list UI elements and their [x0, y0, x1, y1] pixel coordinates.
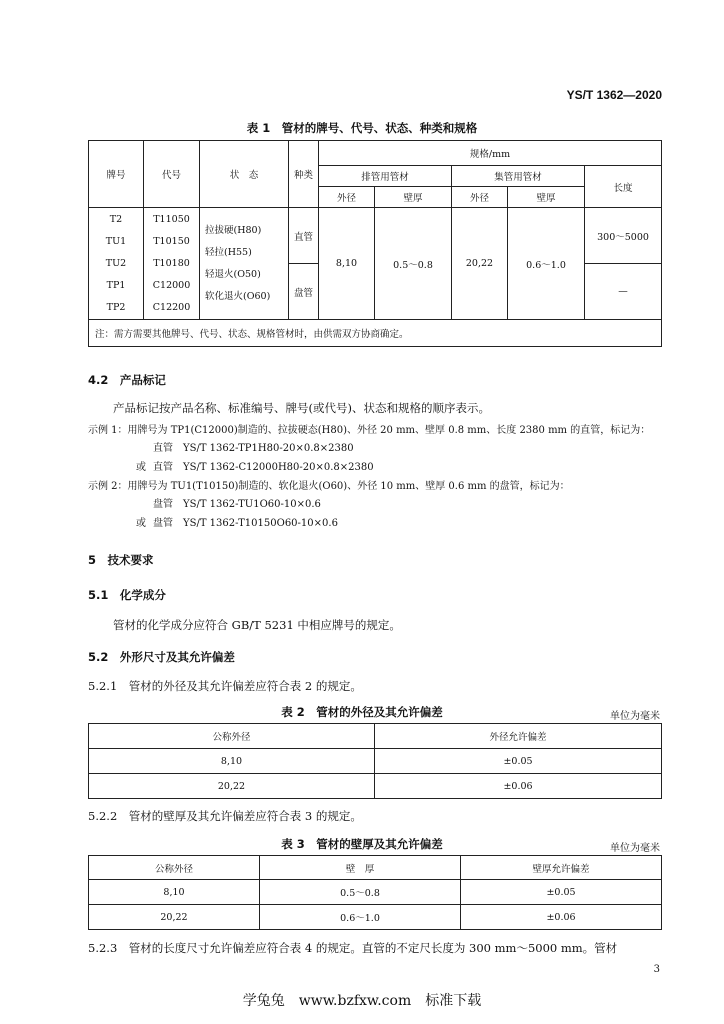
drain-od: 8,10	[319, 208, 375, 320]
brand-item: TU2	[105, 257, 127, 269]
table3-cell: ±0.06	[461, 905, 662, 930]
len-straight: 300～5000	[585, 208, 662, 264]
code-list	[144, 208, 200, 320]
table3-header: 壁 厚	[260, 856, 461, 880]
code-item: T10150	[153, 235, 190, 247]
th-drain: 排管用管材	[319, 166, 452, 187]
brand-item: T2	[109, 213, 123, 225]
table3-cell: 8,10	[89, 880, 260, 905]
th-brand: 牌号	[89, 141, 144, 208]
th-kind: 种类	[289, 141, 319, 208]
example-2-mark-1: 盘管 YS/T 1362-TU1O60-10×0.6	[153, 499, 321, 510]
table3-cell: 0.6～1.0	[260, 905, 461, 930]
state-item: 轻退火(O50)	[205, 268, 261, 280]
table2-cell: 8,10	[89, 749, 375, 774]
example-2-mark-2: 盘管 YS/T 1362-T10150O60-10×0.6	[153, 518, 338, 529]
standard-number: YS/T 1362—2020	[566, 88, 662, 102]
state-list	[200, 208, 289, 320]
drain-wall: 0.5～0.8	[375, 208, 452, 320]
section-4-2-heading: 4.2 产品标记	[88, 373, 166, 387]
th-od1: 外径	[319, 187, 375, 208]
collect-od: 20,22	[452, 208, 508, 320]
table2-cell: 20,22	[89, 774, 375, 799]
len-coil: —	[585, 264, 662, 320]
th-state: 状 态	[200, 141, 289, 208]
brand-item: TP1	[106, 279, 126, 291]
th-spec: 规格/mm	[319, 141, 662, 166]
example-2-or: 或	[136, 518, 146, 529]
th-collect: 集管用管材	[452, 166, 585, 187]
table3-header: 壁厚允许偏差	[461, 856, 662, 880]
example-2: 示例 2：用牌号为 TU1(T10150)制造的、软化退火(O60)、外径 10 mm、壁厚 0.6 mm 的盘管，标记为：	[88, 481, 570, 492]
th-wall2: 壁厚	[508, 187, 585, 208]
table3-cell: 0.5～0.8	[260, 880, 461, 905]
table3-caption: 表 3 管材的壁厚及其允许偏差	[281, 837, 443, 851]
example-1-mark-1: 直管 YS/T 1362-TP1H80-20×0.8×2380	[153, 443, 354, 454]
code-item: C12200	[152, 301, 191, 313]
page-number: 3	[653, 964, 660, 975]
table3-cell: ±0.05	[461, 880, 662, 905]
th-length: 长度	[585, 166, 662, 208]
table3-unit: 单位为毫米	[610, 843, 660, 854]
section-4-2-intro: 产品标记按产品名称、标准编号、牌号(或代号)、状态和规格的顺序表示。	[113, 401, 490, 415]
table1-note: 注：需方需要其他牌号、代号、状态、规格管材时，由供需双方协商确定。	[89, 320, 662, 347]
section-5-1-text: 管材的化学成分应符合 GB/T 5231 中相应牌号的规定。	[113, 618, 401, 632]
section-5-2-1-text: 5.2.1 管材的外径及其允许偏差应符合表 2 的规定。	[88, 679, 362, 693]
table2-cell: ±0.05	[375, 749, 662, 774]
code-item: T10180	[153, 257, 190, 269]
state-item: 拉拔硬(H80)	[205, 224, 262, 236]
th-wall1: 壁厚	[375, 187, 452, 208]
code-item: T11050	[153, 213, 190, 225]
brand-list	[89, 208, 144, 320]
table3	[88, 855, 662, 930]
code-item: C12000	[152, 279, 191, 291]
section-5-2-3-text: 5.2.3 管材的长度尺寸允许偏差应符合表 4 的规定。直管的不定尺长度为 300 mm～5000 mm。管材	[88, 941, 618, 955]
section-5-2-2-text: 5.2.2 管材的壁厚及其允许偏差应符合表 3 的规定。	[88, 809, 362, 823]
section-5-1-heading: 5.1 化学成分	[88, 588, 166, 602]
example-1-or: 或	[136, 462, 146, 473]
example-1: 示例 1：用牌号为 TP1(C12000)制造的、拉拔硬态(H80)、外径 20 mm、壁厚 0.8 mm、长度 2380 mm 的直管，标记为：	[88, 425, 651, 436]
section-5-2-heading: 5.2 外形尺寸及其允许偏差	[88, 650, 235, 664]
table2-caption: 表 2 管材的外径及其允许偏差	[281, 705, 443, 719]
section-5-heading: 5 技术要求	[88, 553, 154, 567]
brand-item: TP2	[106, 301, 126, 313]
table2-header: 外径允许偏差	[375, 724, 662, 749]
footer-watermark: 学兔兔 www.bzfxw.com 标准下载	[242, 993, 482, 1009]
table2-cell: ±0.06	[375, 774, 662, 799]
table2	[88, 723, 662, 799]
state-item: 软化退火(O60)	[205, 290, 271, 302]
table3-cell: 20,22	[89, 905, 260, 930]
collect-wall: 0.6～1.0	[508, 208, 585, 320]
kind-coil: 盘管	[289, 264, 319, 320]
table2-unit: 单位为毫米	[610, 711, 660, 722]
brand-item: TU1	[105, 235, 127, 247]
state-item: 轻拉(H55)	[205, 246, 252, 258]
table2-header: 公称外径	[89, 724, 375, 749]
table3-header: 公称外径	[89, 856, 260, 880]
table1-caption: 表 1 管材的牌号、代号、状态、种类和规格	[246, 121, 478, 135]
th-code: 代号	[144, 141, 200, 208]
example-1-mark-2: 直管 YS/T 1362-C12000H80-20×0.8×2380	[153, 462, 374, 473]
table1	[88, 140, 662, 347]
kind-straight: 直管	[289, 208, 319, 264]
th-od2: 外径	[452, 187, 508, 208]
